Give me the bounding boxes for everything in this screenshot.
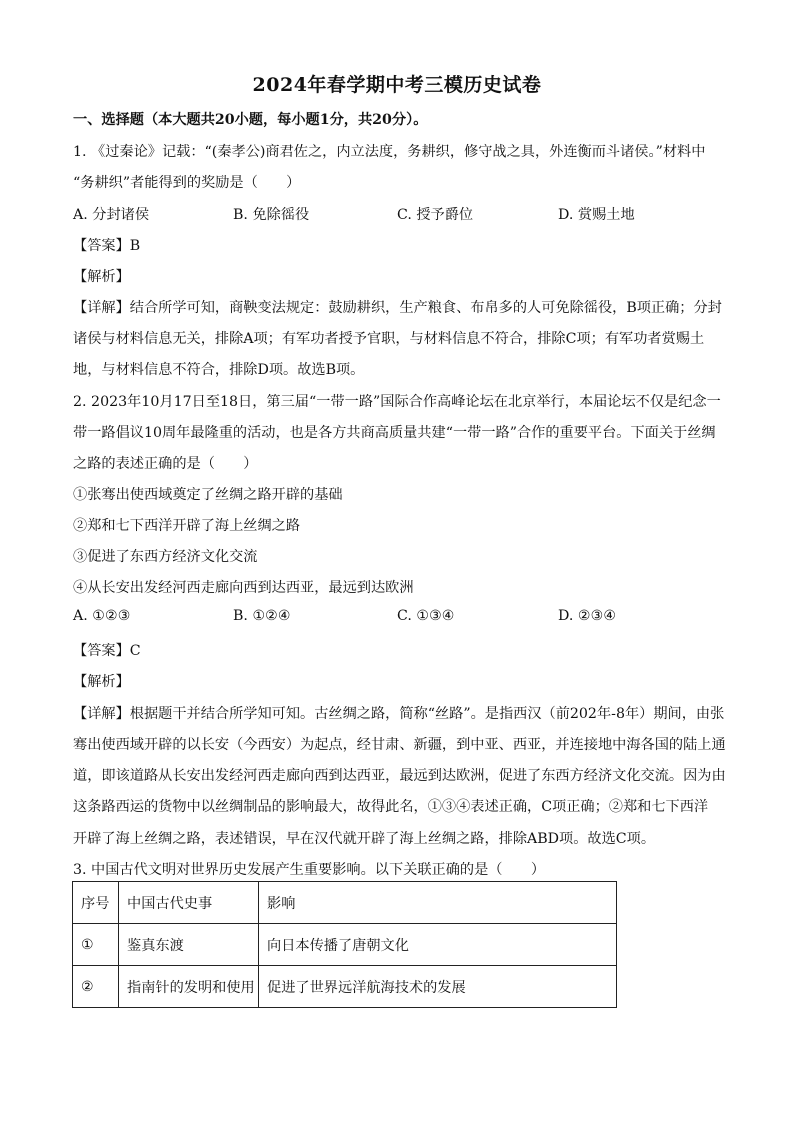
q2-detail-line-5: 开辟了海上丝绸之路，表述错误，早在汉代就开辟了海上丝绸之路，排除ABD项。故选C项。 <box>73 831 656 847</box>
table-header-cell: 序号 <box>73 882 119 924</box>
q1-detail-line-1: 【详解】结合所学可知，商鞅变法规定：鼓励耕织，生产粮食、布帛多的人可免除徭役，B项正确；分封 <box>73 300 722 316</box>
table-cell: ① <box>73 924 119 966</box>
q1-analysis-label: 【解析】 <box>73 269 130 285</box>
q2-detail-line-2: 骞出使西域开辟的以长安（今西安）为起点，经甘肃、新疆，到中亚、西亚，并连接地中海各国的陆上通 <box>73 737 726 753</box>
q1-stem-line-1: 1. 《过秦论》记载：“(秦孝公)商君佐之，内立法度，务耕织，修守战之具，外连衡而斗诸侯。”材料中 <box>73 144 706 160</box>
q1-detail-line-3: 地，与材料信息不符合，排除D项。故选B项。 <box>73 362 365 378</box>
q2-item-3: ③促进了东西方经济文化交流 <box>73 549 258 565</box>
q2-answer: 【答案】C <box>73 643 141 659</box>
table-cell: 向日本传播了唐朝文化 <box>259 924 617 966</box>
table-row <box>73 924 617 966</box>
table-cell: 促进了世界远洋航海技术的发展 <box>259 966 617 1008</box>
q2-detail-line-1: 【详解】根据题干并结合所学知可知。古丝绸之路，简称“丝路”。是指西汉（前202年-8年）期间，由张 <box>73 706 725 722</box>
q1-option-b: B. 免除徭役 <box>233 207 310 223</box>
q2-item-4: ④从长安出发经河西走廊向西到达西亚，最远到达欧洲 <box>73 580 414 596</box>
q1-answer: 【答案】B <box>73 238 141 254</box>
table-row <box>73 966 617 1008</box>
table-header-row <box>73 882 617 924</box>
q3-table <box>72 881 617 1008</box>
q1-stem-line-2: “务耕织”者能得到的奖励是（ ） <box>73 175 301 191</box>
exam-title: 2024年春学期中考三模历史试卷 <box>252 74 542 96</box>
q2-option-d: D. ②③④ <box>558 608 617 624</box>
q1-option-d: D. 赏赐土地 <box>558 207 635 223</box>
q1-option-a: A. 分封诸侯 <box>73 207 150 223</box>
table-cell: 鉴真东渡 <box>119 924 259 966</box>
q2-analysis-label: 【解析】 <box>73 674 130 690</box>
q2-detail-line-4: 这条路西运的货物中以丝绸制品的影响最大，故得此名，①③④表述正确，C项正确；②郑和七下西洋 <box>73 799 709 815</box>
q2-option-a: A. ①②③ <box>73 608 131 624</box>
q2-item-1: ①张骞出使西域奠定了丝绸之路开辟的基础 <box>73 487 343 503</box>
table-header-cell: 中国古代史事 <box>119 882 259 924</box>
q2-option-c: C. ①③④ <box>397 608 455 624</box>
table-header-cell: 影响 <box>259 882 617 924</box>
q3-stem: 3. 中国古代文明对世界历史发展产生重要影响。以下关联正确的是（ ） <box>73 862 546 878</box>
q2-stem-line-3: 之路的表述正确的是（ ） <box>73 456 258 472</box>
q2-stem-line-2: 带一路倡议10周年最隆重的活动，也是各方共商高质量共建“一带一路”合作的重要平台。下面关于丝绸 <box>73 425 716 441</box>
q1-detail-line-2: 诸侯与材料信息无关，排除A项；有军功者授予官职，与材料信息不符合，排除C项；有军功者赏赐土 <box>73 331 705 347</box>
q2-stem-line-1: 2. 2023年10月17日至18日，第三届“一带一路”国际合作高峰论坛在北京举行，本届论坛不仅是纪念一 <box>73 394 721 410</box>
q2-item-2: ②郑和七下西洋开辟了海上丝绸之路 <box>73 518 301 534</box>
q1-option-c: C. 授予爵位 <box>397 207 474 223</box>
table-cell: 指南针的发明和使用 <box>119 966 259 1008</box>
section-heading: 一、选择题（本大题共20小题，每小题1分，共20分）。 <box>73 112 428 128</box>
q2-detail-line-3: 道，即该道路从长安出发经河西走廊向西到达西亚，最远到达欧洲，促进了东西方经济文化交流。因为由 <box>73 768 726 784</box>
q2-option-b: B. ①②④ <box>233 608 291 624</box>
table-cell: ② <box>73 966 119 1008</box>
